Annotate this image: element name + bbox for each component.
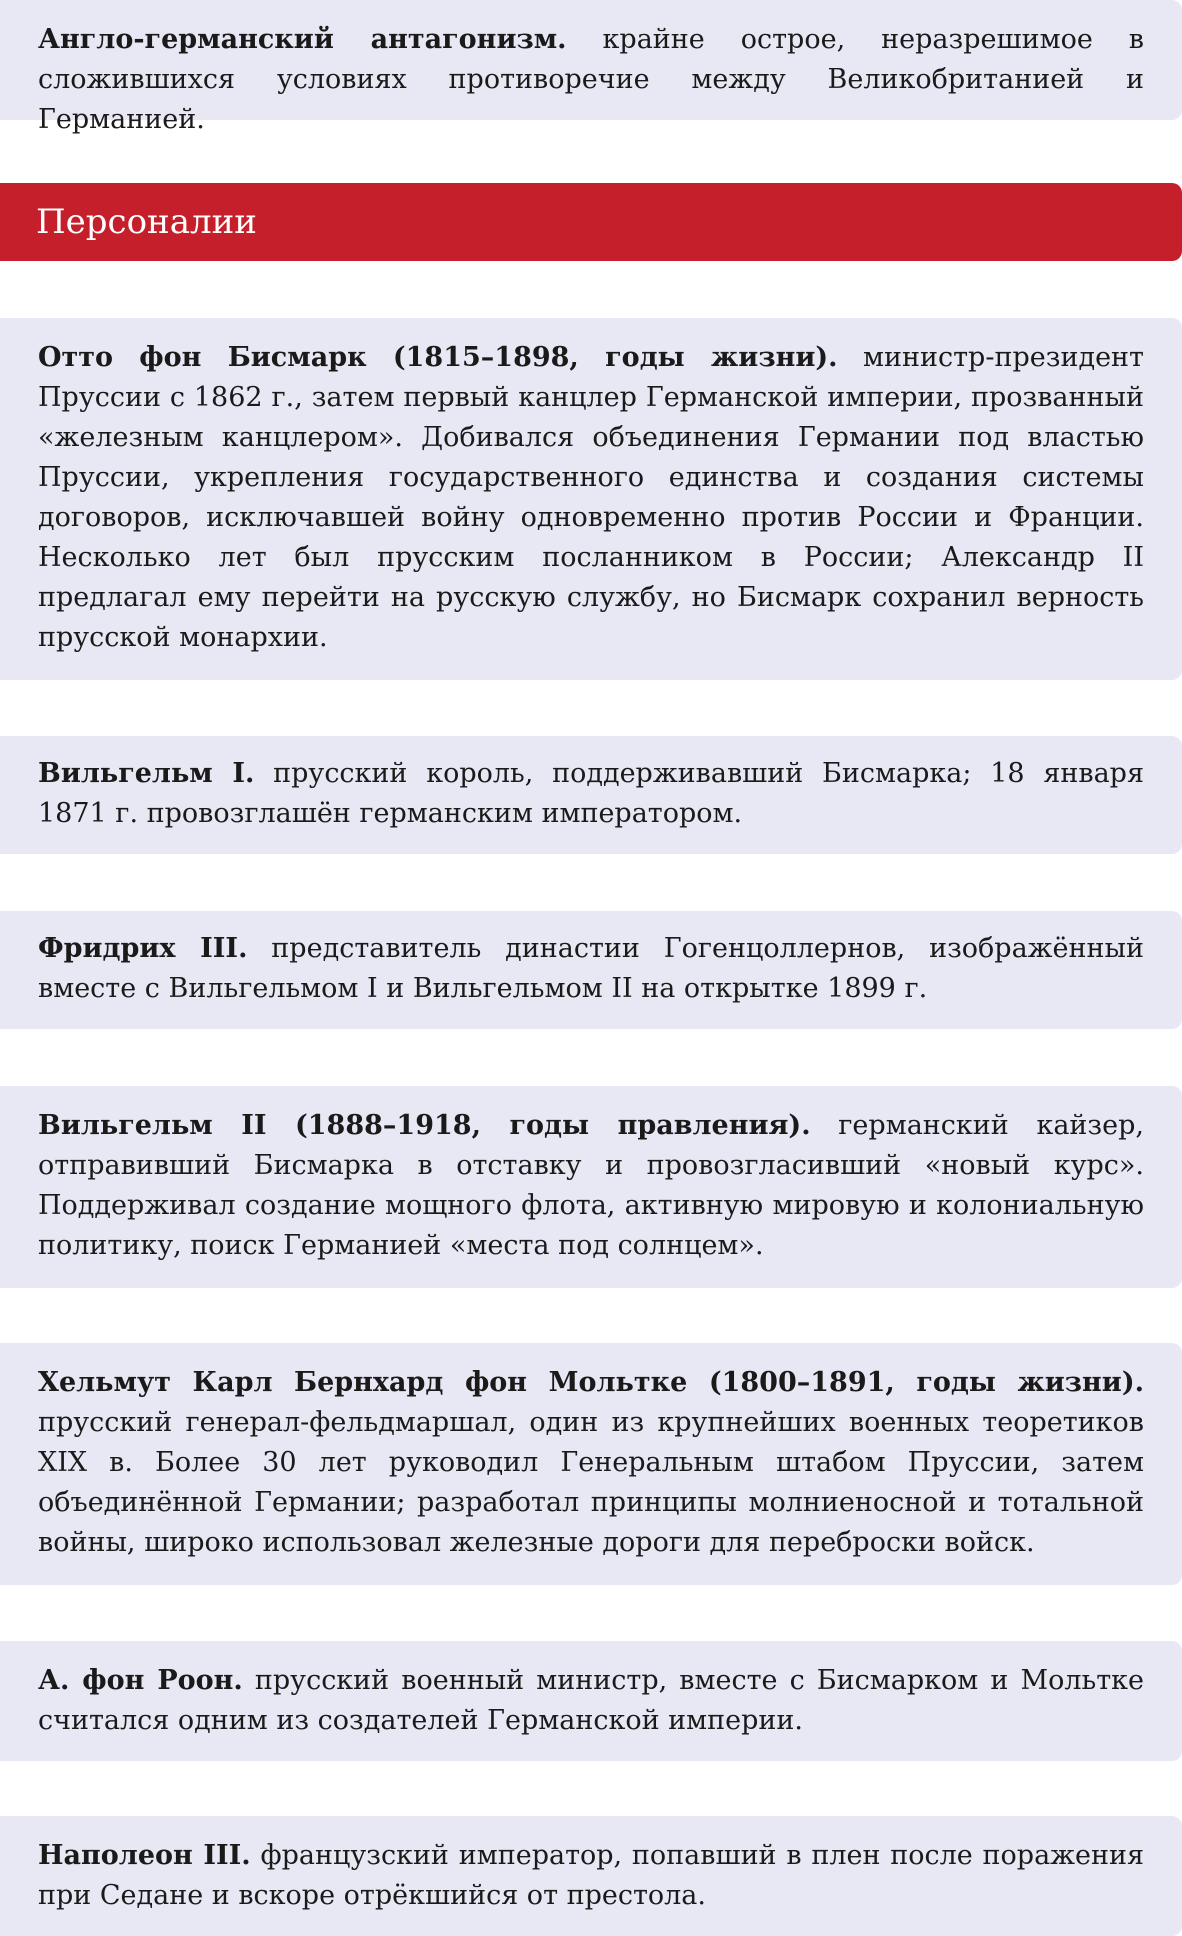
definition-card bbox=[0, 0, 1182, 135]
definition-term: Англо-германский антагонизм. bbox=[38, 24, 567, 55]
person-card-wilhelm-i bbox=[0, 736, 1182, 854]
person-text bbox=[38, 754, 1144, 834]
person-card-friedrich-iii bbox=[0, 911, 1182, 1029]
person-card-napoleon-iii bbox=[0, 1816, 1182, 1936]
person-body: представитель династии Гогенцоллернов, изображённый вместе с Вильгельмом I и Вильгельмом II на открытке 1899 г. bbox=[38, 933, 1144, 1004]
person-text bbox=[38, 1661, 1144, 1741]
person-term: Хельмут Карл Бернхард фон Мольтке (1800–1891, годы жизни). bbox=[38, 1367, 1144, 1398]
person-card-wilhelm-ii bbox=[0, 1086, 1182, 1288]
person-card-roon bbox=[0, 1641, 1182, 1761]
person-card-bismarck bbox=[0, 318, 1182, 680]
section-header bbox=[0, 183, 1182, 261]
person-body: французский император, попавший в плен после поражения при Седане и вскоре отрёкшийся от престола. bbox=[38, 1840, 1145, 1911]
person-body: прусский король, поддерживавший Бисмарка; 18 января 1871 г. провозглашён германским императором. bbox=[38, 758, 1144, 829]
person-term: А. фон Роон. bbox=[38, 1665, 243, 1696]
definition-body: крайне острое, неразрешимое в сложившихся условиях противоречие между Великобританией и Германией. bbox=[38, 24, 1144, 135]
person-term: Вильгельм II (1888–1918, годы правления). bbox=[38, 1110, 811, 1141]
person-text bbox=[38, 1363, 1144, 1563]
person-body: прусский военный министр, вместе с Бисмарком и Мольтке считался одним из создателей Германской империи. bbox=[38, 1665, 1144, 1736]
person-body: прусский генерал-фельдмаршал, один из крупнейших военных теоретиков XIX в. Более 30 лет руководил Генеральным штабом Пруссии, затем объединённой Германии; разработал принципы молниеносной и тотальной войны, широко использовал железные дороги для переброски войск. bbox=[38, 1407, 1144, 1558]
person-term: Отто фон Бисмарк (1815–1898, годы жизни). bbox=[38, 342, 838, 373]
section-title: Персоналии bbox=[36, 202, 257, 242]
person-text bbox=[38, 929, 1144, 1009]
person-term: Вильгельм I. bbox=[38, 758, 255, 789]
person-term: Фридрих III. bbox=[38, 933, 248, 964]
person-text bbox=[38, 1106, 1144, 1266]
definition-text bbox=[38, 20, 1144, 140]
person-body: министр-президент Пруссии с 1862 г., затем первый канцлер Германской империи, прозванный «железным канцлером». Добивался объединения Германии под властью Пруссии, укрепления государственного единства и создания системы договоров, исключавшей войну одновременно против России и Франции. Несколько лет был прусским посланником в России; Александр II предлагал ему перейти на русскую службу, но Бисмарк сохранил верность прусской монархии. bbox=[38, 342, 1144, 653]
person-term: Наполеон III. bbox=[38, 1840, 251, 1871]
person-card-moltke bbox=[0, 1343, 1182, 1585]
person-body: германский кайзер, отправивший Бисмарка в отставку и провозгласивший «новый курс». Поддерживал создание мощного флота, активную мировую и колониальную политику, поиск Германией «места под солнцем». bbox=[38, 1110, 1144, 1261]
person-text bbox=[38, 338, 1144, 658]
person-text bbox=[38, 1836, 1144, 1916]
